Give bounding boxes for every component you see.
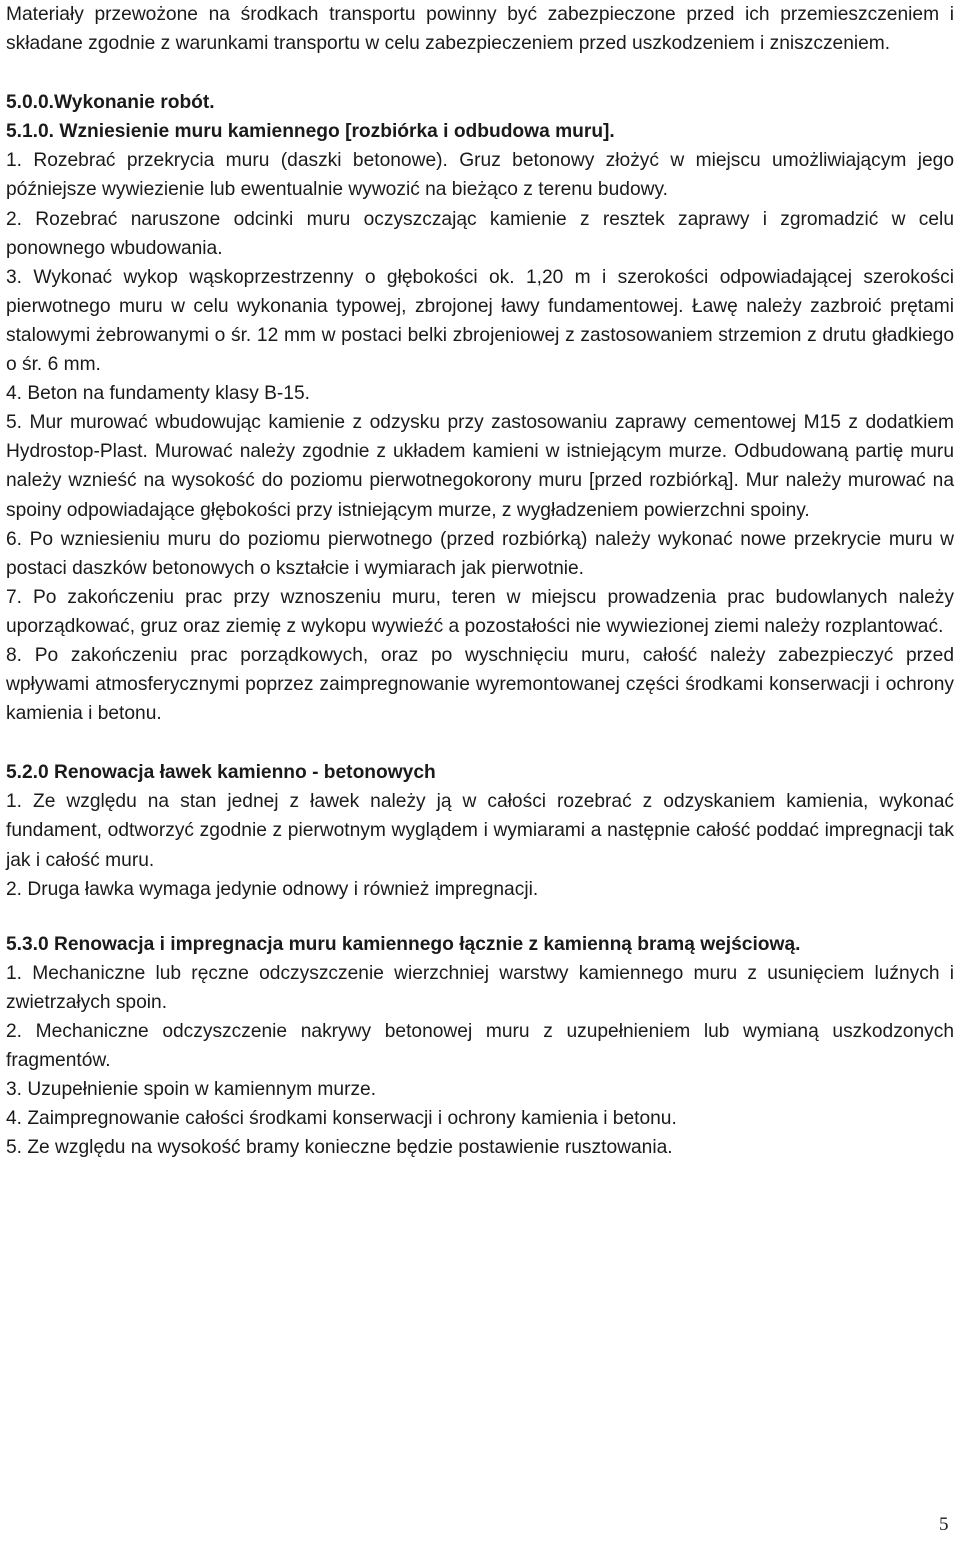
- list-item: 3. Uzupełnienie spoin w kamiennym murze.: [6, 1079, 377, 1101]
- list-item: 6. Po wzniesieniu muru do poziomu pierwotnego (przed rozbiórką) należy wykonać nowe przekrycie muru w postaci daszków betonowych o kształcie i wymiarach jak pierwotnie.: [6, 528, 954, 579]
- section-5-1-0-list: [6, 146, 954, 728]
- section-5-3-0-list: [6, 959, 954, 1163]
- list-item: 5. Mur murować wbudowując kamienie z odzysku przy zastosowaniu zaprawy cementowej M15 z dodatkiem Hydrostop-Plast. Murować należy zgodnie z układem kamieni w istniejącym murze. Odbudowaną partię muru należy wznieść na wysokość do poziomu pierwotnegokorony muru [przed rozbiórką]. Mur należy murować na spoiny odpowiadające głębokości przy istniejącym murze, z wygładzeniem powierzchni spoiny.: [6, 412, 954, 521]
- section-heading-5-1-0: 5.1.0. Wzniesienie muru kamiennego [rozbiórka i odbudowa muru].: [6, 121, 615, 143]
- list-item: 2. Rozebrać naruszone odcinki muru oczyszczając kamienie z resztek zaprawy i zgromadzić w celu ponownego wbudowania.: [6, 208, 954, 259]
- list-item: 2. Druga ławka wymaga jedynie odnowy i również impregnacji.: [6, 878, 539, 900]
- list-item: 4. Beton na fundamenty klasy B-15.: [6, 383, 310, 405]
- list-item: 8. Po zakończeniu prac porządkowych, oraz po wyschnięciu muru, całość należy zabezpieczyć przed wpływami atmosferycznymi poprzez zaimpregnowanie wyremontowanej części środkami konserwacji i ochrony kamienia i betonu.: [6, 644, 954, 725]
- section-heading-5-0-0: 5.0.0.Wykonanie robót.: [6, 92, 215, 114]
- list-item: 4. Zaimpregnowanie całości środkami konserwacji i ochrony kamienia i betonu.: [6, 1108, 677, 1130]
- section-heading-5-2-0: 5.2.0 Renowacja ławek kamienno - betonowych: [6, 762, 436, 784]
- list-item: 5. Ze względu na wysokość bramy konieczne będzie postawienie rusztowania.: [6, 1137, 673, 1159]
- list-item: 2. Mechaniczne odczyszczenie nakrywy betonowej muru z uzupełnieniem lub wymianą uszkodzonych fragmentów.: [6, 1021, 954, 1072]
- list-item: 3. Wykonać wykop wąskoprzestrzenny o głębokości ok. 1,20 m i szerokości odpowiadającej szerokości pierwotnego muru w celu wykonania typowej, zbrojonej ławy fundamentowej. Ławę należy zazbroić prętami stalowymi żebrowanymi o śr. 12 mm w postaci belki zbrojeniowej z zastosowaniem strzemion z drutu gładkiego o śr. 6 mm.: [6, 266, 954, 376]
- page-content: [6, 0, 954, 1162]
- section-5-2-0-list: [6, 787, 954, 903]
- list-item: 1. Ze względu na stan jednej z ławek należy ją w całości rozebrać z odzyskaniem kamienia, wykonać fundament, odtworzyć zgodnie z pierwotnym wyglądem i wymiarami a następnie całość poddać impregnacji tak jak i całość muru.: [6, 791, 954, 871]
- list-item: 1. Rozebrać przekrycia muru (daszki betonowe). Gruz betonowy złożyć w miejscu umożliwiającym jego późniejsze wywiezienie lub ewentualnie wywozić na bieżąco z terenu budowy.: [6, 150, 954, 201]
- section-heading-5-3-0: 5.3.0 Renowacja i impregnacja muru kamiennego łącznie z kamienną bramą wejściową.: [6, 933, 801, 955]
- list-item: 7. Po zakończeniu prac przy wznoszeniu muru, teren w miejscu prowadzenia prac budowlanych należy uporządkować, gruz oraz ziemię z wykopu wywieźć a pozostałości nie wywiezionej ziemi należy rozplantować.: [6, 586, 954, 637]
- page-number: 5: [939, 1514, 949, 1535]
- intro-paragraph: Materiały przewożone na środkach transportu powinny być zabezpieczone przed ich przemieszczeniem i składane zgodnie z warunkami transportu w celu zabezpieczeniem przed uszkodzeniem i zniszczeniem.: [6, 4, 954, 55]
- list-item: 1. Mechaniczne lub ręczne odczyszczenie wierzchniej warstwy kamiennego muru z usunięciem luźnych i zwietrzałych spoin.: [6, 962, 954, 1013]
